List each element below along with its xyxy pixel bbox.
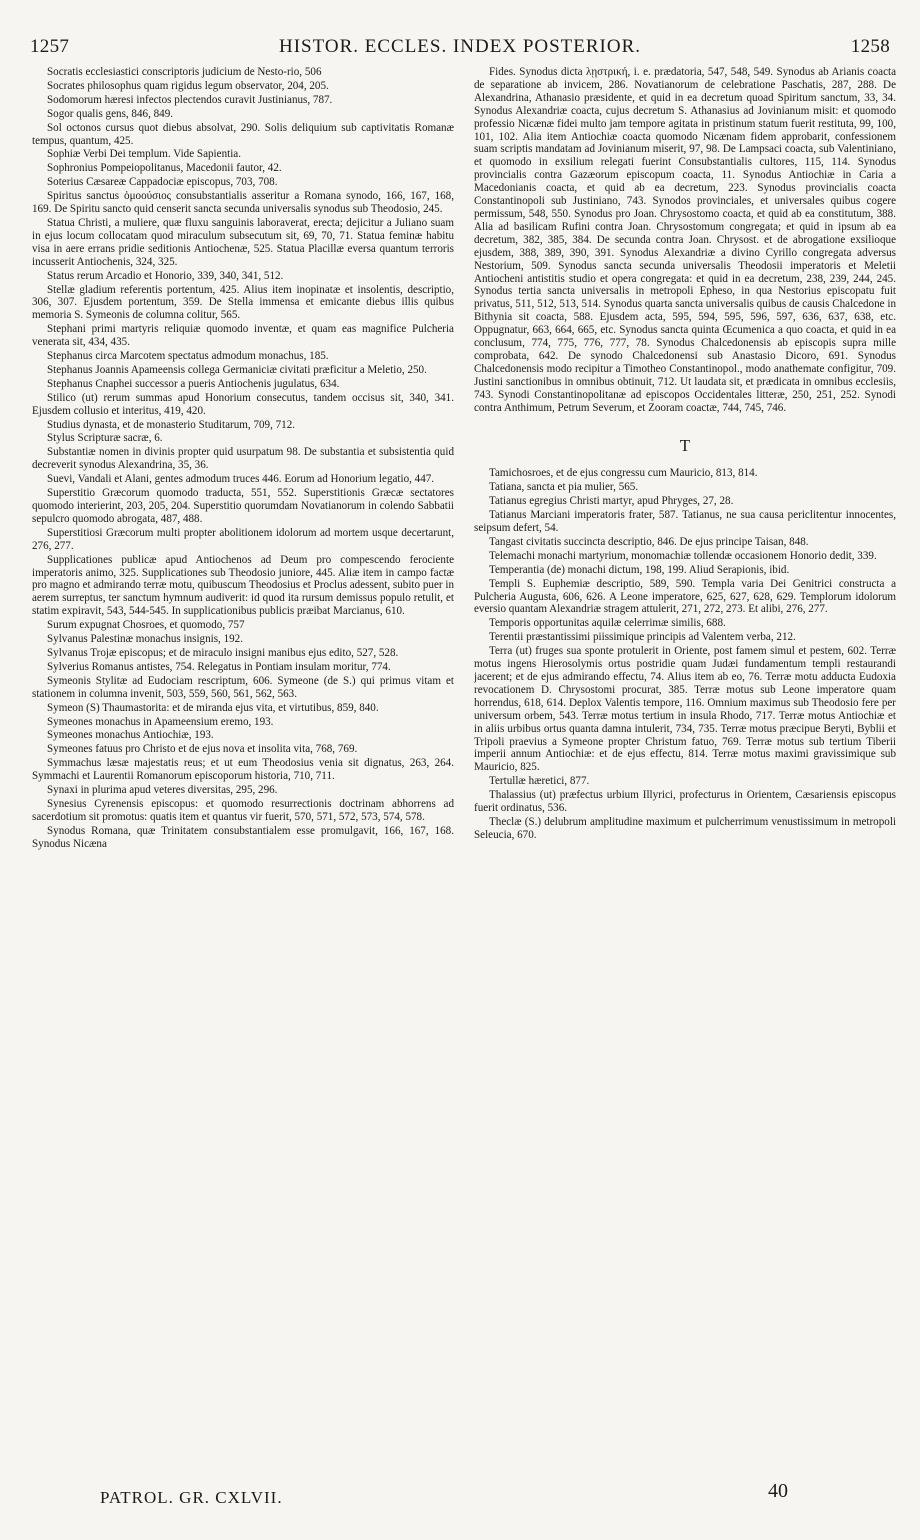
left-column: [32, 66, 454, 1456]
index-entry: Theclæ (S.) delubrum amplitudine maximum et pulcherrimum venustissimum in metropoli Seleucia, 670.: [474, 815, 896, 841]
index-entry: Telemachi monachi martyrium, monomachiæ tollendæ occasionem Honorio dedit, 339.: [489, 549, 877, 562]
index-entry: Stephanus Joannis Apameensis collega Germaniciæ civitati præficitur a Meletio, 250.: [47, 363, 427, 376]
index-entry: Tangast civitatis succincta descriptio, 846. De ejus principe Taisan, 848.: [489, 535, 809, 548]
index-entry: Symeones monachus in Apameensium eremo, 193.: [47, 715, 274, 728]
index-entry: Sylverius Romanus antistes, 754. Relegatus in Pontiam insulam moritur, 774.: [47, 660, 391, 673]
index-entry: Tertullæ hæretici, 877.: [489, 775, 590, 788]
index-entry: Superstitiosi Græcorum multi propter abolitionem idolorum ad mortem usque decertarunt, 276, 277.: [32, 526, 454, 552]
index-entry: Stephani primi martyris reliquiæ quomodo inventæ, et quam eas magnifice Pulcheria venerata sit, 434, 435.: [32, 323, 454, 349]
index-entry: Soterius Cæsareæ Cappadociæ episcopus, 703, 708.: [47, 176, 278, 189]
index-entry: Substantiæ nomen in divinis propter quid usurpatum 98. De substantia et subsistentia quid decreverit synodus Alexandrina, 35, 36.: [32, 446, 454, 472]
index-entry: Sophiæ Verbi Dei templum. Vide Sapientia.: [47, 148, 241, 161]
index-entry: Synodus Romana, quæ Trinitatem consubstantialem esse promulgavit, 166, 167, 168. Synodus Nicæna: [32, 824, 454, 850]
index-entry: Sylvanus Palestinæ monachus insignis, 192.: [47, 633, 243, 646]
index-entry: Sophronius Pompeiopolitanus, Macedonii fautor, 42.: [47, 162, 282, 175]
footer-sheet-number: 40: [768, 1480, 788, 1502]
index-entry: Symmachus læsæ majestatis reus; et ut eum Theodosius venia sit dignatus, 263, 264. Symmachi et Laurentii Romanorum episcoporum historia, 710, 711.: [32, 757, 454, 783]
index-entry: Sogor qualis gens, 846, 849.: [47, 107, 174, 120]
index-entry: Socratis ecclesiastici conscriptoris judicium de Nesto-rio, 506: [47, 66, 322, 78]
index-entry: Socrates philosophus quam rigidus legum observator, 204, 205.: [47, 79, 329, 92]
index-entry: Synaxi in plurima apud veteres diversitas, 295, 296.: [47, 784, 278, 797]
index-entry: Symeonis Stylitæ ad Eudociam rescriptum, 606. Symeone (de S.) qui primus vitam et stationem in columna invenit, 503, 559, 560, 561, 562, 563.: [32, 674, 454, 700]
index-entry: Terentii præstantissimi piissimique principis ad Valentem verba, 212.: [489, 631, 796, 644]
index-entry: Tatiana, sancta et pia mulier, 565.: [489, 481, 639, 494]
index-entry: Supplicationes publicæ apud Antiochenos ad Deum pro compescendo ferociente imperatoris animo, 325. Supplicationes sub Theodosio juniore, 445. Aliæ item in campo factæ pro magno et admirando terræ motu, quibuscum Theodosius et Proclus adessent, subito puer in aerem surreptus, ter sanctum hymnum audiverit: id quod ita rursum demissus populo retulit, et statim expiravit, 543, 544-545. In supplicationibus publicis præibat Marcianus, 610.: [32, 553, 454, 618]
index-entry: Stellæ gladium referentis portentum, 425. Alius item inopinatæ et insolentis, descriptio, 306, 307. Ejusdem portentum, 359. De Stella immensa et emicante diebus illis quibus memoria S. Symeonis de columna colitur, 565.: [32, 283, 454, 322]
index-entry: Stylus Scripturæ sacræ, 6.: [47, 432, 163, 445]
right-column: [474, 66, 896, 1456]
index-entry: Terra (ut) fruges sua sponte protulerit in Oriente, post famem simul et pestem, 602. Terræ motus ingens Hierosolymis ortus postridie quam Judæi fundamentum templi restaurandi jacerent; et de ejus admirando effectu, 74. Alius item ab eo, 76. Terræ motu adducta Eudoxia revocationem D. Chrysostomi procurat, 385. Terræ motus sub Leone imperatore quam horrendus, 618, 614. Deplox Valentis tempore, 116. Omnium maximus sub Theodosio fere per universum orbem, 543. Terræ motus tertium in insula Rhodo, 717. Terræ motus Antiochiæ et in aliis urbibus ortus quanta damna intulerit, 734, 735. Terræ motus præcipue Beryti, Byblii et Tripoli praevius a Symeone propter Christum fatuo, 769. Terræ motus sub tertium Tiberii imperii annum Antiochiæ: et de ejus effectu, 814. Terræ motus maximi gravissimique sub Mauricio, 825.: [474, 645, 896, 774]
index-entry: Symeon (S) Thaumastorita: et de miranda ejus vita, et virtutibus, 859, 840.: [47, 701, 379, 714]
section-letter: T: [679, 436, 691, 456]
index-entry: Temperantia (de) monachi dictum, 198, 199. Aliud Serapionis, ibid.: [489, 563, 790, 576]
index-entry: Sol octonos cursus quot diebus absolvat, 290. Solis deliquium sub captivitatis Romanæ tempus, quantum, 425.: [32, 121, 454, 147]
index-entry: Status rerum Arcadio et Honorio, 339, 340, 341, 512.: [47, 269, 284, 282]
index-entry: Tamichosroes, et de ejus congressu cum Mauricio, 813, 814.: [489, 467, 758, 480]
running-title: HISTOR. ECCLES. INDEX POSTERIOR.: [278, 36, 642, 57]
index-entry: Sylvanus Trojæ episcopus; et de miraculo insigni manibus ejus edito, 527, 528.: [47, 646, 399, 659]
footer-signature: PATROL. GR. CXLVII.: [100, 1488, 283, 1507]
index-entry: Studius dynasta, et de monasterio Studitarum, 709, 712.: [47, 418, 296, 431]
index-entry: Tatianus Marciani imperatoris frater, 587. Tatianus, ne sua causa periclitentur innocentes, seipsum defert, 54.: [474, 509, 896, 534]
index-entry: Suevi, Vandali et Alani, gentes admodum truces 446. Eorum ad Honorium legatio, 447.: [47, 473, 435, 486]
index-entry: Spiritus sanctus ὁμοούσιος consubstantialis asseritur a Romana synodo, 166, 167, 168, 169. De Spiritu sancto quid censerit sancta secunda universalis synodus sub Theodosio, 245.: [32, 190, 454, 216]
running-header: [30, 36, 890, 62]
index-entry: Symeones fatuus pro Christo et de ejus nova et insolita vita, 768, 769.: [47, 743, 358, 756]
index-entry: Templi S. Euphemiæ descriptio, 589, 590. Templa varia Dei Genitrici constructa a Pulcheria Augusta, 606, 626. A Leone imperatore, 625, 627, 628, 629. Templorum idolorum eversio quantam Alexandriæ stragem attulerit, 271, 272, 273. Et alibi, 276, 277.: [474, 577, 896, 616]
index-entry: Synesius Cyrenensis episcopus: et quomodo resurrectionis doctrinam abhorrens ad sacerdotium sit promotus: quatis item et quantus vir fuerit, 570, 571, 572, 573, 574, 578.: [32, 797, 454, 823]
index-entry: Symeones monachus Antiochiæ, 193.: [47, 729, 214, 742]
right-column-t-entries: [474, 467, 896, 841]
index-entry: Sodomorum hæresi infectos plectendos curavit Justinianus, 787.: [47, 93, 333, 106]
page-number-right: 1258: [850, 36, 890, 57]
index-entry: Stilico (ut) rerum summas apud Honorium consecutus, tandem occisus sit, 340, 341. Ejusdem collusio et interitus, 419, 420.: [32, 391, 454, 417]
index-entry: Stephanus Cnaphei successor a pueris Antiochenis jugulatus, 634.: [47, 377, 340, 390]
index-entry: Tatianus egregius Christi martyr, apud Phryges, 27, 28.: [489, 495, 734, 508]
index-entry: Statua Christi, a muliere, quæ fluxu sanguinis laboraverat, erecta; dejicitur a Juliano suam in ejus locum collocatam quod miraculum subsecutum sit, 69, 70, 71. Statua feminæ habitu visa in aere errans pridie seditionis Antiochenæ, 525. Statua Placillæ eversa quantum terroris incusserit Antiochenis, 324, 325.: [32, 216, 454, 268]
index-entry: Thalassius (ut) præfectus urbium Illyrici, profecturus in Orientem, Cæsariensis episcopus fuerit ordinatus, 536.: [474, 789, 896, 815]
index-entry: Fides. Synodus dicta λῃστρική, i. e. prædatoria, 547, 548, 549. Synodus ab Arianis coacta de separatione ab invicem, 286. Novatianorum de celebratione Paschatis, 287, 288. De Alexandrina, Athanasio præsidente, et quid in ea decretum quoad Spiritum sanctum, 33, 34. Synodus Alexandriæ coacta, cujus decretum S. Athanasius ad Jovinianum misit: et quomodo professio Nicænæ fidei multo jam tempore agitata in pristinum statum fuerit restituta, 99, 100, 101, 102. Alia item Antiochiæ coacta quomodo Nicænam fidem approbarit, confessionem suam scriptis mandatam ad Jovinianum miserit, 97, 98. De Lampsaci coacta, sub Valentiniano, et quomodo in exsilium relegati fuerint Consubstantialis cultores, 115, 114. Synodus provincialis contra Gazæorum episcopum coacta, 11. Synodus Antiochiæ in Caria a Macedonianis coacta, et quid ab ea decretum, 223. Synodus provincialis coacta Constantinopoli sub Justiniano, 743. Synodos provinciales, et universales quibus cogere permissum, 548, 550. Synodus pro Joan. Chrysostomo coacta, et quid ab ea constitutum, 388. Alia ad basilicam Rufini contra Joan. Chrysostomum congregata; et quid in ipsum ab ea decretum, 382, 385, 384. De secunda contra Joan. Chrysost. et de abrogatione exsilioque ejusdem, 388, 389, 390, 391. Synodus Alexandriæ a divino Cyrillo congregata adversus Nestorium, 509. Synodus sancta secunda universalis Theodosii imperatoris et Meletii Antiocheni antistitis studio et opera congregata: et quid in ea decretum, 238, 239, 244, 245. Synodus tertia sancta universalis in metropoli Epheso, in qua Nestorius episcopatu fuit privatus, 511, 512, 513, 514. Synodus quarta sancta universalis quibus de causis Chalcedone in Bithynia sit coacta, 588. Ejusdem acta, 595, 594, 595, 596, 597, 636, 637, 638, etc. Oppugnatur, 663, 664, 665, etc. Synodus sancta quinta Œcumenica a quo coacta, et quid in ea conclusum, 774, 775, 776, 777, 78. Synodus Chalcedonensis ab episcopis supra mille comprobata, 642. De synodo Chalcedonensi sub Anastasio Dicoro, 691. Synodus Chalcedonensis modo recipitur a Timotheo Constantinopol., modo anathemate configitur, 709. Justini sanctionibus in omnibus obtinuit, 712. Ut laudata sit, et prædicata in omnibus ecclesiis, 743. Synodi Constantinopolitanæ ad episcopos Occidentales litteræ, 250, 251, 252. Synodi contra Anthimum, Petrum Severum, et Zooram coactæ, 744, 745, 746.: [474, 66, 896, 414]
right-column-s-entries: [474, 66, 896, 414]
index-entry: Surum expugnat Chosroes, et quomodo, 757: [47, 619, 245, 632]
index-entry: Temporis opportunitas aquilæ celerrimæ similis, 688.: [489, 617, 726, 630]
index-entry: Superstitio Græcorum quomodo traducta, 551, 552. Superstitionis Græcæ sectatores quomodo interierint, 203, 205, 204. Superstitio quorumdam Novatianorum in colendo Sabbatii sepulcro quomodo abrogata, 487, 488.: [32, 487, 454, 525]
page-number-left: 1257: [30, 36, 70, 57]
index-entry: Stephanus circa Marcotem spectatus admodum monachus, 185.: [47, 350, 329, 363]
